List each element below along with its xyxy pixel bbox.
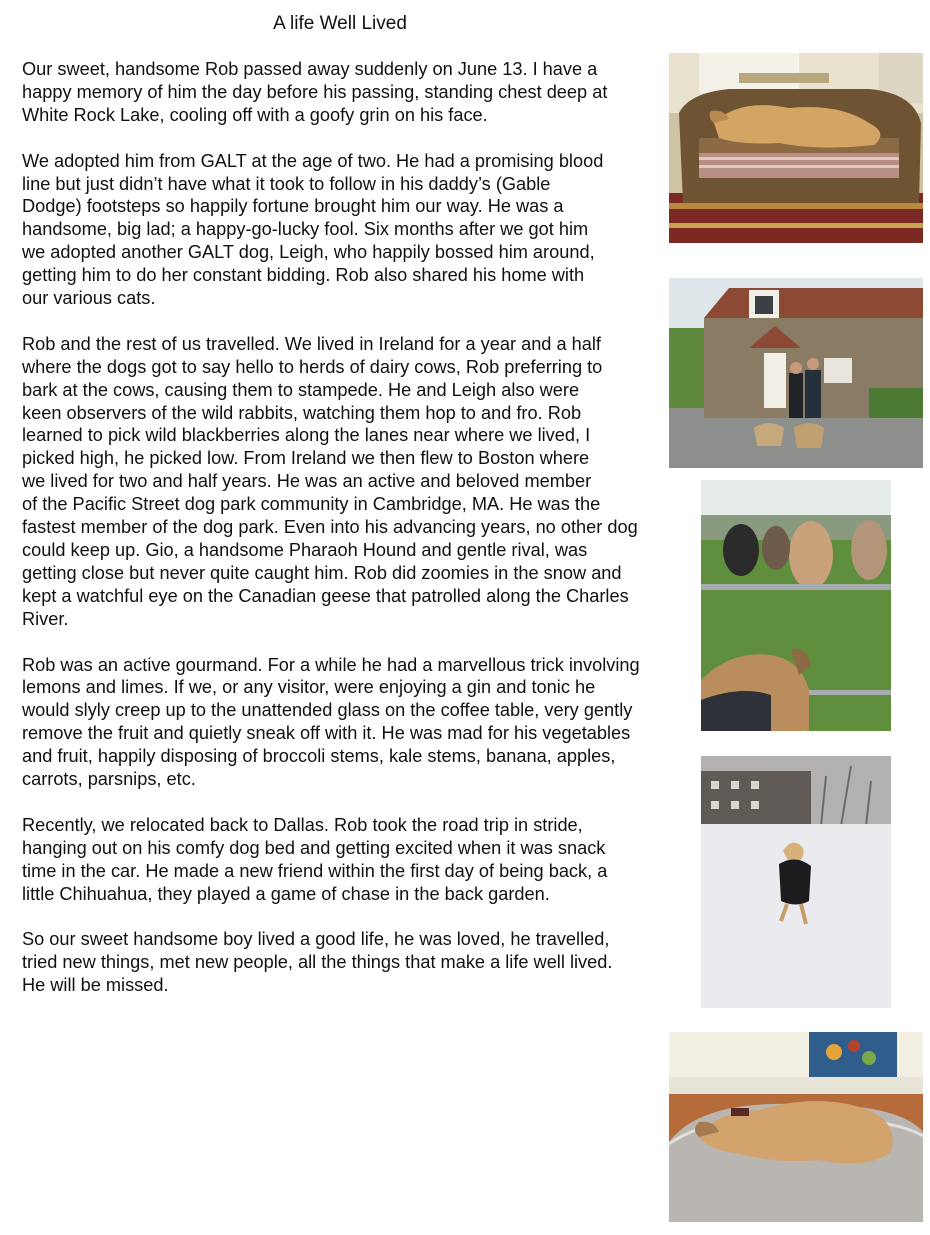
photo-dog-on-sofa [669,53,923,243]
page-title: A life Well Lived [273,13,407,34]
paragraph-closing: So our sweet handsome boy lived a good life, he was loved, he travelled, tried new things, met new people, all the things that make a life well lived. He will be missed. [22,929,613,996]
article-body [22,58,692,1020]
photo-cows-and-dog [701,480,891,731]
paragraph-gourmand: Rob was an active gourmand. For a while he had a marvellous trick involving lemons and limes. If we, or any visitor, were enjoying a gin and tonic he would slyly creep up to the unattended glass on the coffee table, very gently remove the fruit and quietly sneak off with it. He was mad for his vegetables and fruit, happily disposing of broccoli stems, kale stems, banana, apples, carrots, parsnips, etc. [22,654,640,790]
photo-dog-in-snow [701,756,891,1008]
paragraph-adoption: We adopted him from GALT at the age of two. He had a promising blood line but just didn’t have what it took to follow in his daddy’s (Gable Dodge) footsteps so happily fortune brought him our way. He was a handsome, big lad; a happy-go-lucky fool. Six months after we got him we adopted another GALT dog, Leigh, who happily bossed him around, getting him to do her constant bidding. Rob also shared his home with our various cats. [22,150,604,309]
photo-dog-on-bed [669,1032,923,1222]
paragraph-dallas: Recently, we relocated back to Dallas. Rob took the road trip in stride, hanging out on his comfy dog bed and getting excited when it was snack time in the car. He made a new friend within the first day of being back, a little Chihuahua, they played a game of chase in the back garden. [22,814,608,904]
paragraph-intro: Our sweet, handsome Rob passed away suddenly on June 13. I have a happy memory of him the day before his passing, standing chest deep at White Rock Lake, cooling off with a goofy grin on his face. [22,59,608,125]
photo-cottage-couple-dogs [669,278,923,468]
paragraph-travels: Rob and the rest of us travelled. We lived in Ireland for a year and a half where the dogs got to say hello to herds of dairy cows, Rob preferring to bark at the cows, causing them to stampede. He and Leigh also were keen observers of the wild rabbits, watching them hop to and fro. Rob learned to pick wild blackberries along the lanes near where we lived, I picked high, he picked low. From Ireland we then flew to Boston where we lived for two and half years. He was an active and beloved member of the Pacific Street dog park community in Cambridge, MA. He was the fastest member of the dog park. Even into his advancing years, no other dog could keep up. Gio, a handsome Pharaoh Hound and gentle rival, was getting close but never quite caught him. Rob did zoomies in the snow and kept a watchful eye on the Canadian geese that patrolled along the Charles River. [22,333,638,629]
